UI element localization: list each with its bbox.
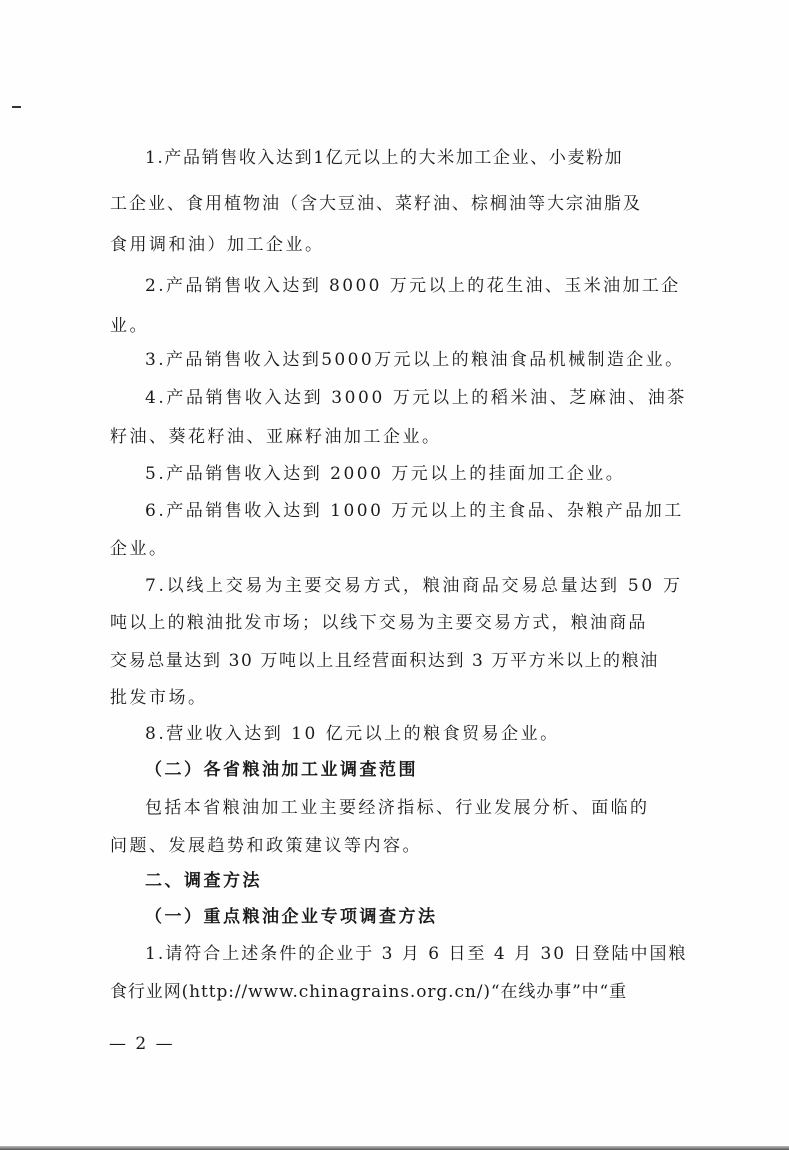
section-subheading-provincial-scope: （二）各省粮油加工业调查范围	[145, 760, 418, 780]
text-line-9: 5.产品销售收入达到 2000 万元以上的挂面加工企业。	[145, 464, 626, 484]
section-subheading-key-enterprise: （一）重点粮油企业专项调查方法	[145, 907, 438, 927]
text-line-15: 批发市场。	[110, 688, 208, 708]
text-line-18: 包括本省粮油加工业主要经济指标、行业发展分析、面临的	[145, 798, 650, 818]
section-heading-methods: 二、调查方法	[145, 871, 262, 891]
text-line-7: 4.产品销售收入达到 3000 万元以上的稻米油、芝麻油、油茶	[145, 388, 687, 408]
text-line-11: 企业。	[110, 539, 169, 559]
text-line-13: 吨以上的粮油批发市场；以线下交易为主要交易方式，粮油商品	[110, 613, 648, 633]
text-line-5: 业。	[110, 316, 149, 336]
text-line-6: 3.产品销售收入达到5000万元以上的粮油食品机械制造企业。	[145, 350, 685, 370]
text-line-3: 食用调和油）加工企业。	[110, 235, 325, 255]
text-line-10: 6.产品销售收入达到 1000 万元以上的主食品、杂粮产品加工	[145, 501, 684, 521]
text-line-4: 2.产品销售收入达到 8000 万元以上的花生油、玉米油加工企	[145, 276, 681, 296]
text-line-22: 1.请符合上述条件的企业于 3 月 6 日至 4 月 30 日登陆中国粮	[145, 944, 688, 964]
margin-mark	[12, 106, 21, 108]
text-line-16: 8.营业收入达到 10 亿元以上的粮食贸易企业。	[145, 724, 560, 744]
page-number: — 2 —	[109, 1034, 175, 1054]
text-line-8: 籽油、葵花籽油、亚麻籽油加工企业。	[110, 427, 442, 447]
scan-bottom-edge	[0, 1146, 789, 1150]
text-line-14: 交易总量达到 30 万吨以上且经营面积达到 3 万平方米以上的粮油	[110, 651, 659, 671]
text-line-12: 7.以线上交易为主要交易方式，粮油商品交易总量达到 50 万	[145, 576, 683, 596]
text-line-1: 1.产品销售收入达到1亿元以上的大米加工企业、小麦粉加	[145, 148, 624, 168]
text-line-19: 问题、发展趋势和政策建议等内容。	[110, 836, 422, 856]
text-line-23: 食行业网(http://www.chinagrains.org.cn/)“在线办事”中“重	[110, 982, 628, 1002]
text-line-2: 工企业、食用植物油（含大豆油、菜籽油、棕榈油等大宗油脂及	[110, 194, 642, 214]
